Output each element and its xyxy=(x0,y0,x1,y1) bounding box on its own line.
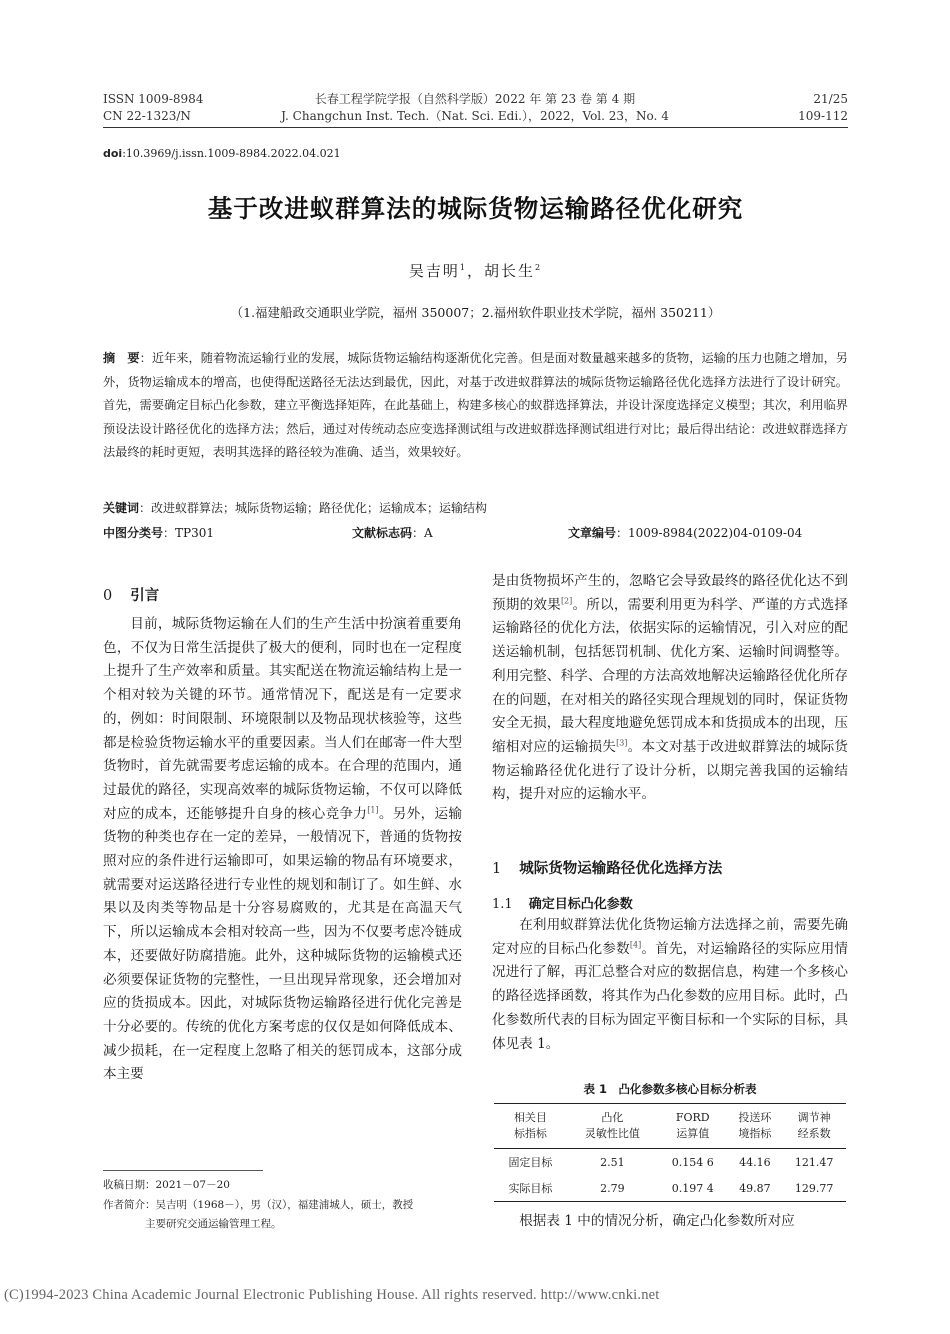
table-header-cell: 调节神 经系数 xyxy=(797,1111,831,1140)
table-row xyxy=(494,1175,846,1201)
body-text: 。本文对基于改进蚁群算法的城际货物运输路径优化进行了设计分析，以期完善我国的运输结构，提升对应的运输水平。 xyxy=(492,738,849,803)
footnote-author-bio-cont: 主要研究交通运输管理工程。 xyxy=(145,1218,282,1230)
clc-number xyxy=(103,524,214,541)
citation-ref[interactable]: [1] xyxy=(367,805,379,815)
copyright-notice: (C)1994-2023 China Academic Journal Electronic Publishing House. All rights reserved. http://www.cnki.net xyxy=(4,1287,660,1303)
issue-page: 21/25 xyxy=(813,92,848,106)
body-text: 。首先，对运输路径的实际应用情况进行了解，再汇总整合对应的数据信息，构建一个多核心的路径选择函数，将其作为凸化参数的应用目标。此时，凸化参数所代表的目标为固定平衡目标和一个实际的目标，具体见表 1。 xyxy=(492,940,849,1052)
section-number: 0 xyxy=(103,588,113,604)
author-name: 吴吉明 xyxy=(408,262,460,280)
table-cell: 2.79 xyxy=(600,1181,625,1195)
intro-paragraph xyxy=(103,613,462,1087)
footnote-rule xyxy=(103,1170,263,1171)
table-header-row xyxy=(494,1104,846,1149)
document-code-value: ：A xyxy=(412,526,433,540)
body-text: 在利用蚁群算法优化货物运输方法选择之前，需要先确定对应的目标凸化参数 xyxy=(492,917,848,957)
table-cell: 0.197 4 xyxy=(671,1181,714,1195)
table-header-cell: 相关目 标指标 xyxy=(513,1111,547,1140)
author-separator: ， xyxy=(466,262,484,280)
author-affiliation-mark: 1 xyxy=(459,263,467,272)
issn-number: ISSN 1009-8984 xyxy=(103,92,204,106)
table-row xyxy=(494,1149,846,1176)
table-cell: 固定目标 xyxy=(508,1156,553,1169)
footnote-received: 收稿日期：2021－07－20 xyxy=(103,1179,230,1191)
table-cell: 49.87 xyxy=(739,1181,771,1195)
section-title: 引言 xyxy=(130,588,160,604)
table-caption: 表 1 凸化参数多核心目标分析表 xyxy=(583,1082,757,1096)
subsection-title: 确定目标凸化参数 xyxy=(528,897,633,912)
doi-line xyxy=(103,147,341,160)
clc-value: ：TP301 xyxy=(163,526,214,540)
table-cell: 129.77 xyxy=(794,1181,834,1195)
subsection-paragraph xyxy=(492,914,848,1056)
table-cell: 44.16 xyxy=(739,1155,771,1169)
table-cell: 121.47 xyxy=(794,1155,834,1169)
abstract xyxy=(103,347,848,465)
document-code xyxy=(352,524,433,541)
section-heading-introduction xyxy=(103,584,159,605)
clc-label: 中图分类号 xyxy=(103,526,164,540)
subsection-heading-1-1 xyxy=(492,893,633,912)
section-heading-1 xyxy=(492,857,722,878)
keywords-label: 关键词 xyxy=(103,501,140,515)
keywords-text: ：改进蚁群算法；城际货物运输；路径优化；运输成本；运输结构 xyxy=(139,501,488,515)
table-header-cell: 投送环 境指标 xyxy=(738,1111,772,1140)
citation-ref[interactable]: [2] xyxy=(560,596,573,606)
after-table-text: 根据表 1 中的情况分析，确定凸化参数所对应 xyxy=(519,1213,795,1229)
article-number-value: ：1009-8984(2022)04-0109-04 xyxy=(616,526,803,540)
doi-value[interactable]: :10.3969/j.issn.1009-8984.2022.04.021 xyxy=(122,147,341,160)
page-range: 109-112 xyxy=(798,109,848,123)
author-affiliation-mark: 2 xyxy=(535,263,543,272)
header-rule xyxy=(103,127,848,128)
section-title: 城际货物运输路径优化选择方法 xyxy=(519,861,723,877)
article-number-label: 文章编号 xyxy=(568,526,617,540)
body-text: 是由货物损坏产生的，忽略它会导致最终的路径优化达不到预期的效果 xyxy=(492,573,848,613)
cn-number: CN 22-1323/N xyxy=(103,109,191,123)
body-text: 。所以，需要利用更为科学、严谨的方式选择运输路径的优化方法，依据实际的运输情况，引入对应的配送运输机制，包括惩罚机制、优化方案、运输时间调整等。利用完整、科学、合理的方法高效地解决运输路径优化所存在的问题，在对相关的路径实现合理规划的同时，保证货物安全无损，最大程度地避免惩罚成本和货损成本的出现，压缩相对应的运输损失 xyxy=(492,596,849,755)
document-code-label: 文献标志码 xyxy=(352,526,413,540)
subsection-number: 1.1 xyxy=(492,897,513,912)
journal-name-en: J. Changchun Inst. Tech.（Nat. Sci. Edi.），2022，Vol. 23，No. 4 xyxy=(281,109,669,123)
article-title: 基于改进蚁群算法的城际货物运输路径优化研究 xyxy=(207,194,744,223)
citation-ref[interactable]: [4] xyxy=(629,940,642,950)
keywords xyxy=(103,499,848,517)
intro-paragraph-continued xyxy=(492,570,848,807)
body-text: 。另外，运输货物的种类也存在一定的差异，一般情况下，普通的货物按照对应的条件进行运输即可，如果运输的物品有环境要求，就需要对运送路径进行专业性的规划和制订了。如生鲜、水果以及肉类等物品是十分容易腐败的，尤其是在高温天气下，所以运输成本会相对较高一些，因为不仅要考虑冷链成本，还要做好防腐措施。此外，这种城际货物的运输模式还必须要保证货物的完整性，一旦出现异常现象，还会增加对应的货损成本。因此，对城际货物运输路径进行优化完善是十分必要的。传统的优化方案考虑的仅仅是如何降低成本、减少损耗，在一定程度上忽略了相关的惩罚成本，这部分成本主要 xyxy=(103,805,462,1083)
footnote-author-bio: 作者简介：吴吉明（1968－），男（汉），福建浦城人，硕士，教授 xyxy=(103,1199,414,1211)
journal-name-cn: 长春工程学院学报（自然科学版）2022 年 第 23 卷 第 4 期 xyxy=(314,92,636,106)
affiliations: （1.福建船政交通职业学院，福州 350007；2.福州软件职业技术学院，福州 350211） xyxy=(230,305,721,320)
table-cell: 2.51 xyxy=(600,1155,625,1169)
table-header-cell: 凸化 灵敏性比值 xyxy=(584,1111,640,1140)
table-cell: 实际目标 xyxy=(508,1182,553,1195)
author-name: 胡长生 xyxy=(484,262,536,280)
abstract-label: 摘 要 xyxy=(103,351,140,365)
abstract-text: ：近年来，随着物流运输行业的发展，城际货物运输结构逐渐优化完善。但是面对数量越来越多的货物，运输的压力也随之增加，另外，货物运输成本的增高，也使得配送路径无法达到最优，因此，对基于改进蚁群算法的城际货物运输路径优化选择方法进行了设计研究。首先，需要确定目标凸化参数，建立平衡选择矩阵，在此基础上，构建多核心的蚁群选择算法，并设计深度选择定义模型；其次，利用临界预设法设计路径优化的选择方法；然后，通过对传统动态应变选择测试组与改进蚁群选择测试组进行对比；最后得出结论：改进蚁群选择方法最终的耗时更短，表明其选择的路径较为准确、适当，效果较好。 xyxy=(103,351,848,460)
table-cell: 0.154 6 xyxy=(671,1155,714,1169)
author-list xyxy=(103,260,848,281)
doi-label: doi xyxy=(103,147,123,160)
body-text: 目前，城际货物运输在人们的生产生活中扮演着重要角色，不仅为日常生活提供了极大的便利，同时也在一定程度上提升了生产效率和质量。其实配送在物流运输结构上是一个相对较为关键的环节。通常情况下，配送是有一定要求的，例如：时间限制、环境限制以及物品现状核验等，这些都是检验货物运输水平的重要因素。当人们在邮寄一件大型货物时，首先就需要考虑运输的成本。在合理的范围内，通过最优的路径，实现高效率的城际货物运输，不仅可以降低对应的成本，还能够提升自身的核心竞争力 xyxy=(103,616,462,822)
table-1 xyxy=(494,1103,846,1202)
table-header-cell: FORD 运算值 xyxy=(675,1111,710,1140)
section-number: 1 xyxy=(492,861,502,877)
citation-ref[interactable]: [3] xyxy=(616,738,628,748)
article-number xyxy=(568,524,802,541)
